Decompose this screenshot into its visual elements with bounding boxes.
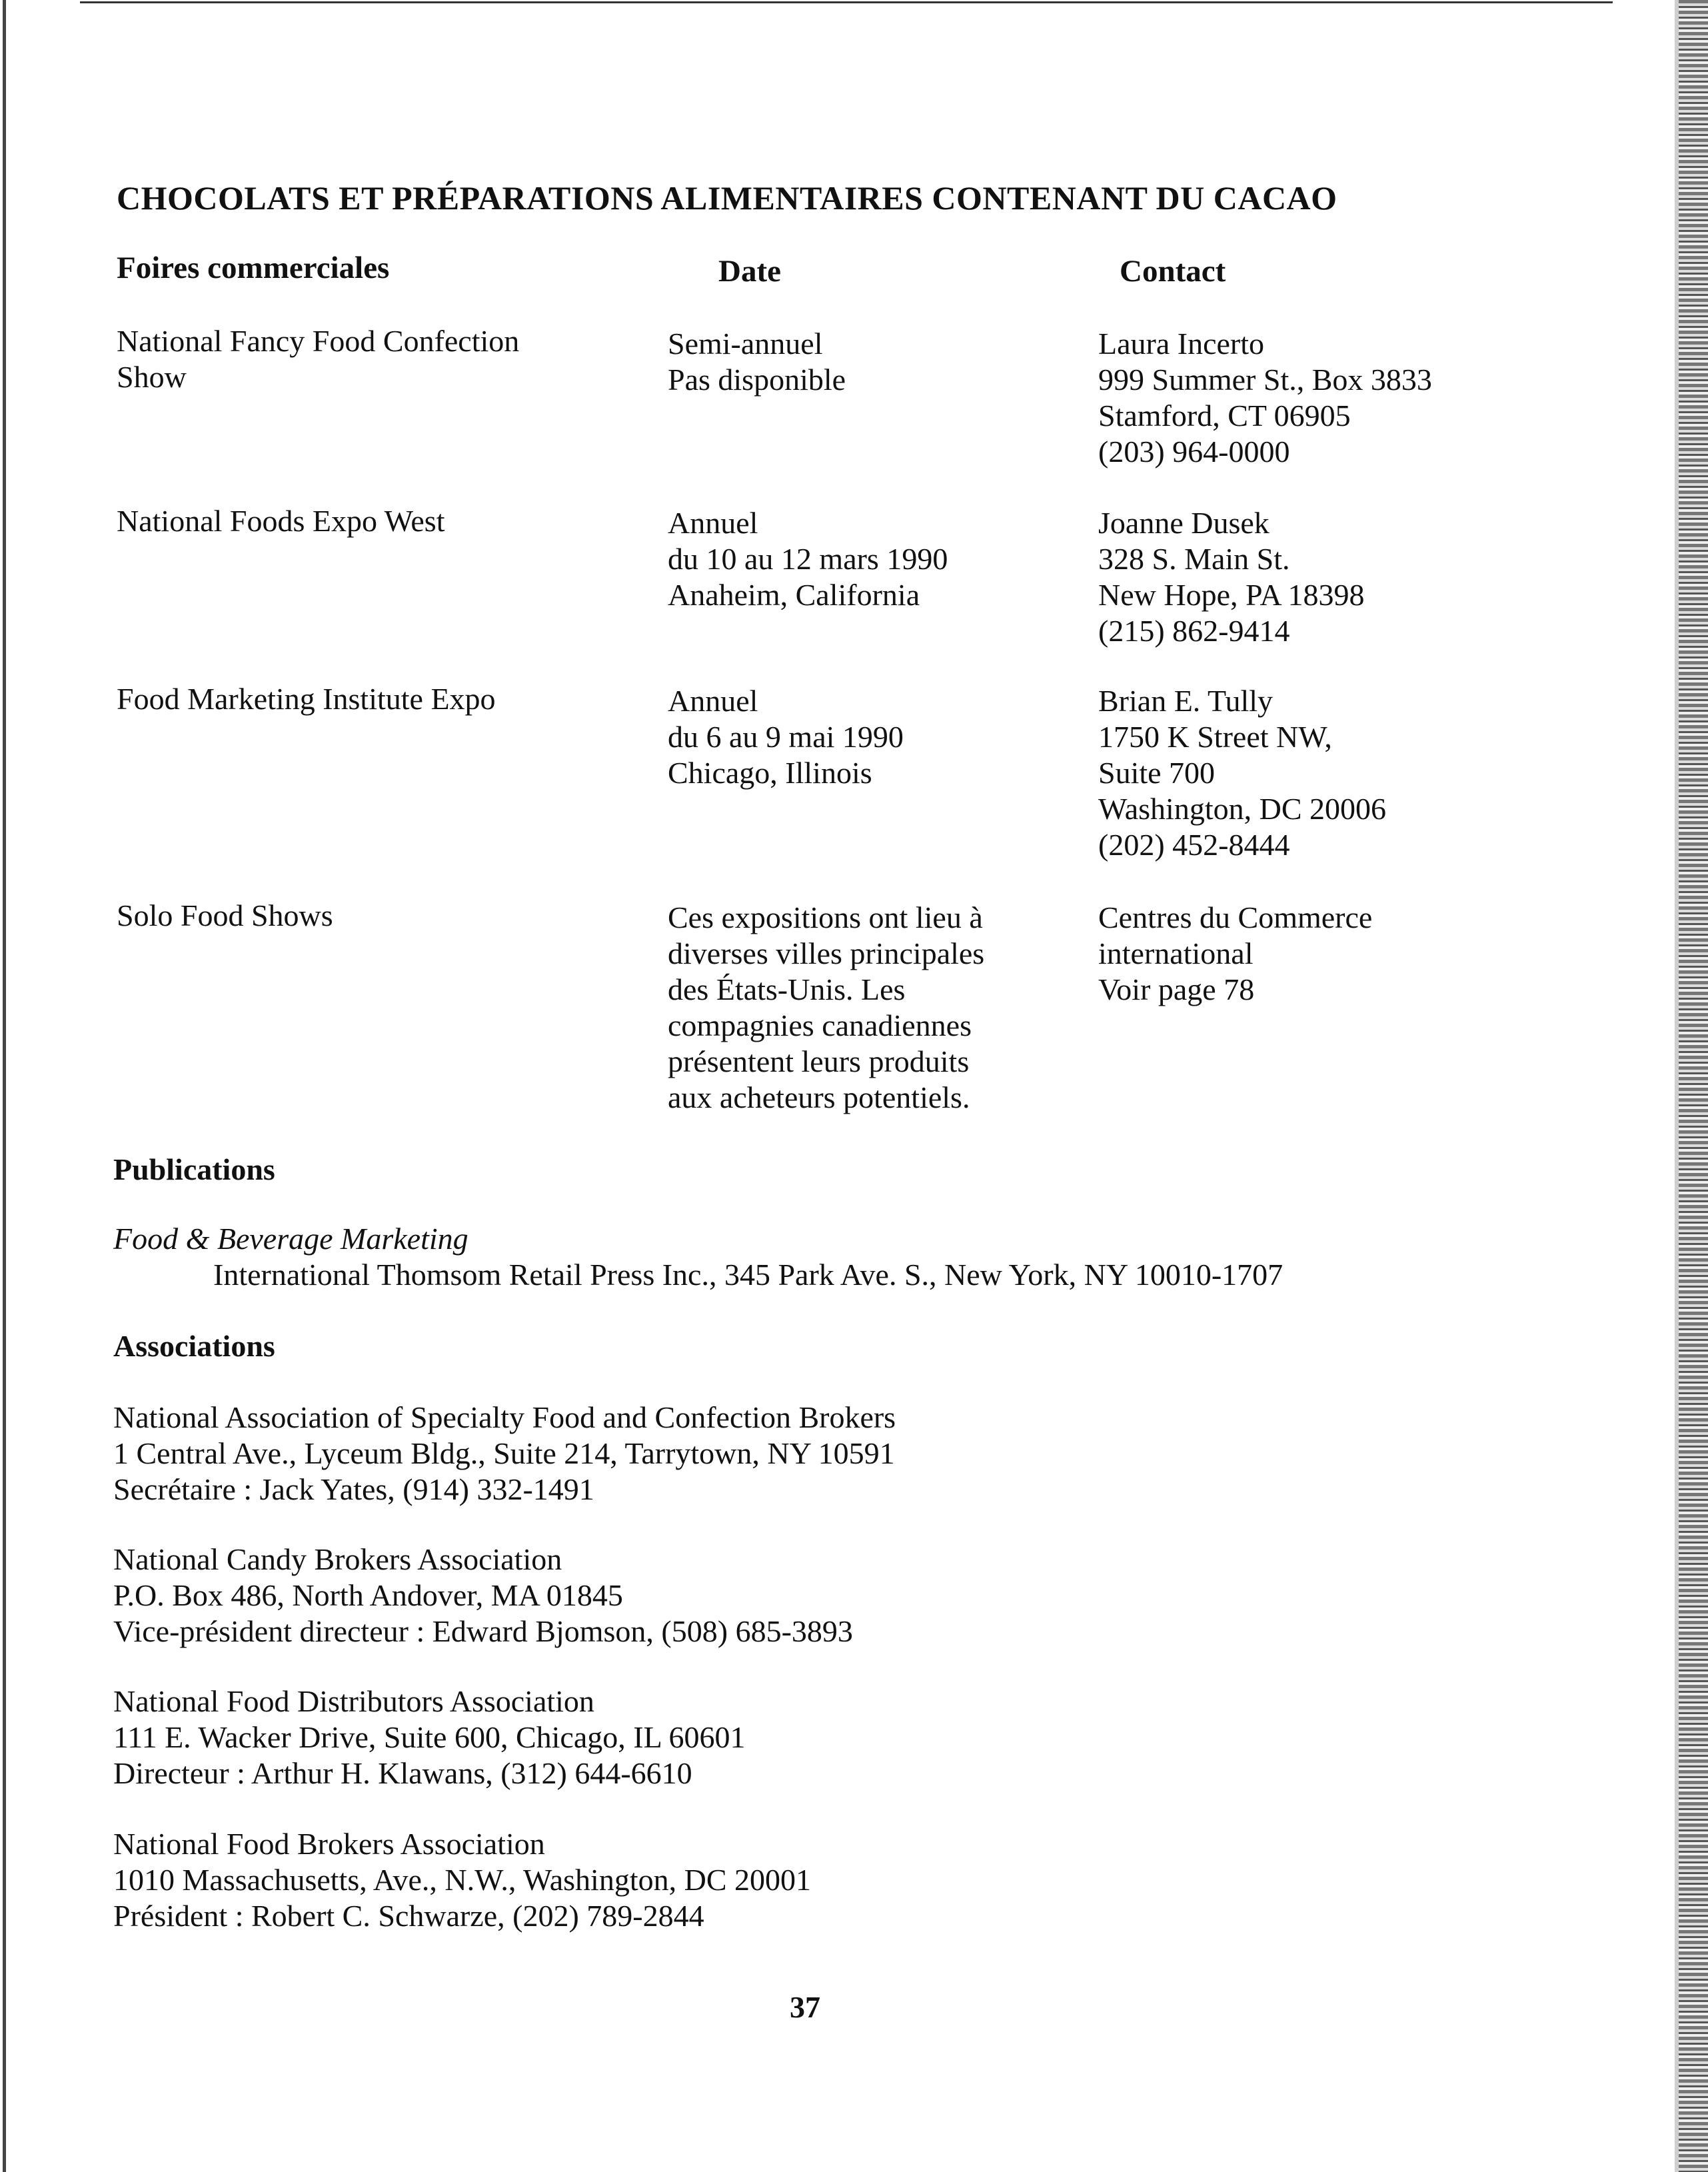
association-entry <box>113 1542 853 1649</box>
association-entry <box>113 1683 745 1791</box>
fair-date-line: du 6 au 9 mai 1990 <box>668 720 904 754</box>
fair-date <box>668 900 984 1116</box>
association-line: National Candy Brokers Association <box>113 1542 562 1576</box>
fair-contact <box>1098 900 1372 1008</box>
fair-date-line: aux acheteurs potentiels. <box>668 1080 970 1114</box>
fair-contact-line: Laura Incerto <box>1098 327 1265 361</box>
fair-date <box>668 505 948 613</box>
fair-contact-line: 1750 K Street NW, <box>1098 720 1332 754</box>
column-header-fairs: Foires commerciales <box>117 251 390 285</box>
column-header-date: Date <box>718 254 781 289</box>
fair-contact-line: Stamford, CT 06905 <box>1098 399 1351 433</box>
publication-address: International Thomsom Retail Press Inc., 345 Park Ave. S., New York, NY 10010-1707 <box>213 1258 1283 1292</box>
fair-name <box>117 323 519 395</box>
page-title: CHOCOLATS ET PRÉPARATIONS ALIMENTAIRES CONTENANT DU CACAO <box>117 179 1337 217</box>
association-line: Président : Robert C. Schwarze, (202) 789-2844 <box>113 1899 704 1933</box>
fair-contact-line: New Hope, PA 18398 <box>1098 578 1365 612</box>
association-line: National Food Brokers Association <box>113 1827 545 1861</box>
fair-date-line: Annuel <box>668 506 758 540</box>
fair-contact <box>1098 326 1432 470</box>
publication-title: Food & Beverage Marketing <box>113 1222 468 1256</box>
fair-date <box>668 326 846 398</box>
fair-contact-line: Centres du Commerce <box>1098 900 1373 934</box>
fair-contact-line: Voir page 78 <box>1098 972 1255 1006</box>
scan-right-edge <box>1679 0 1708 2172</box>
fair-name-line: Show <box>117 360 187 394</box>
fair-contact <box>1098 683 1386 863</box>
fair-contact-line: 999 Summer St., Box 3833 <box>1098 363 1432 397</box>
scan-left-border <box>3 0 6 2172</box>
fair-name <box>117 503 444 539</box>
fair-contact-line: Joanne Dusek <box>1098 506 1270 540</box>
section-heading-publications: Publications <box>113 1152 275 1186</box>
fair-name <box>117 681 496 717</box>
association-line: 1 Central Ave., Lyceum Bldg., Suite 214, Tarrytown, NY 10591 <box>113 1436 895 1470</box>
association-line: National Food Distributors Association <box>113 1684 594 1718</box>
section-heading-associations: Associations <box>113 1329 275 1363</box>
association-line: 111 E. Wacker Drive, Suite 600, Chicago, IL 60601 <box>113 1720 746 1754</box>
fair-name-line: Food Marketing Institute Expo <box>117 682 496 716</box>
fair-contact-line: (202) 452-8444 <box>1098 828 1290 862</box>
fair-date-line: Semi-annuel <box>668 327 823 361</box>
fair-contact-line: international <box>1098 936 1254 970</box>
association-entry <box>113 1826 811 1934</box>
page-number: 37 <box>790 1990 820 2024</box>
fair-date-line: Pas disponible <box>668 363 846 397</box>
association-line: 1010 Massachusetts, Ave., N.W., Washington, DC 20001 <box>113 1863 812 1897</box>
fair-date-line: diverses villes principales <box>668 936 985 970</box>
association-line: Directeur : Arthur H. Klawans, (312) 644-6610 <box>113 1756 692 1790</box>
association-line: Vice-président directeur : Edward Bjomson, (508) 685-3893 <box>113 1614 853 1648</box>
fair-name-line: National Fancy Food Confection <box>117 324 520 358</box>
fair-date-line: Anaheim, California <box>668 578 920 612</box>
fair-date-line: du 10 au 12 mars 1990 <box>668 542 948 576</box>
fair-date-line: présentent leurs produits <box>668 1044 970 1078</box>
fair-contact-line: 328 S. Main St. <box>1098 542 1290 576</box>
fair-contact-line: Brian E. Tully <box>1098 684 1274 718</box>
fair-contact-line: Washington, DC 20006 <box>1098 792 1387 826</box>
fair-date-line: Ces expositions ont lieu à <box>668 900 983 934</box>
fair-name <box>117 898 333 934</box>
fair-date-line: compagnies canadiennes <box>668 1008 972 1042</box>
fair-date-line: des États-Unis. Les <box>668 972 906 1006</box>
fair-contact-line: (215) 862-9414 <box>1098 614 1290 648</box>
fair-date-line: Annuel <box>668 684 758 718</box>
scan-top-border <box>80 1 1613 3</box>
column-header-contact: Contact <box>1120 254 1226 289</box>
association-line: National Association of Specialty Food and Confection Brokers <box>113 1400 896 1434</box>
fair-contact-line: Suite 700 <box>1098 756 1216 790</box>
association-line: P.O. Box 486, North Andover, MA 01845 <box>113 1578 623 1612</box>
fair-date <box>668 683 904 791</box>
fair-date-line: Chicago, Illinois <box>668 756 872 790</box>
association-entry <box>113 1400 896 1508</box>
fair-contact <box>1098 505 1365 649</box>
fair-name-line: Solo Food Shows <box>117 898 333 932</box>
fair-name-line: National Foods Expo West <box>117 504 445 538</box>
association-line: Secrétaire : Jack Yates, (914) 332-1491 <box>113 1472 594 1506</box>
fair-contact-line: (203) 964-0000 <box>1098 435 1290 469</box>
